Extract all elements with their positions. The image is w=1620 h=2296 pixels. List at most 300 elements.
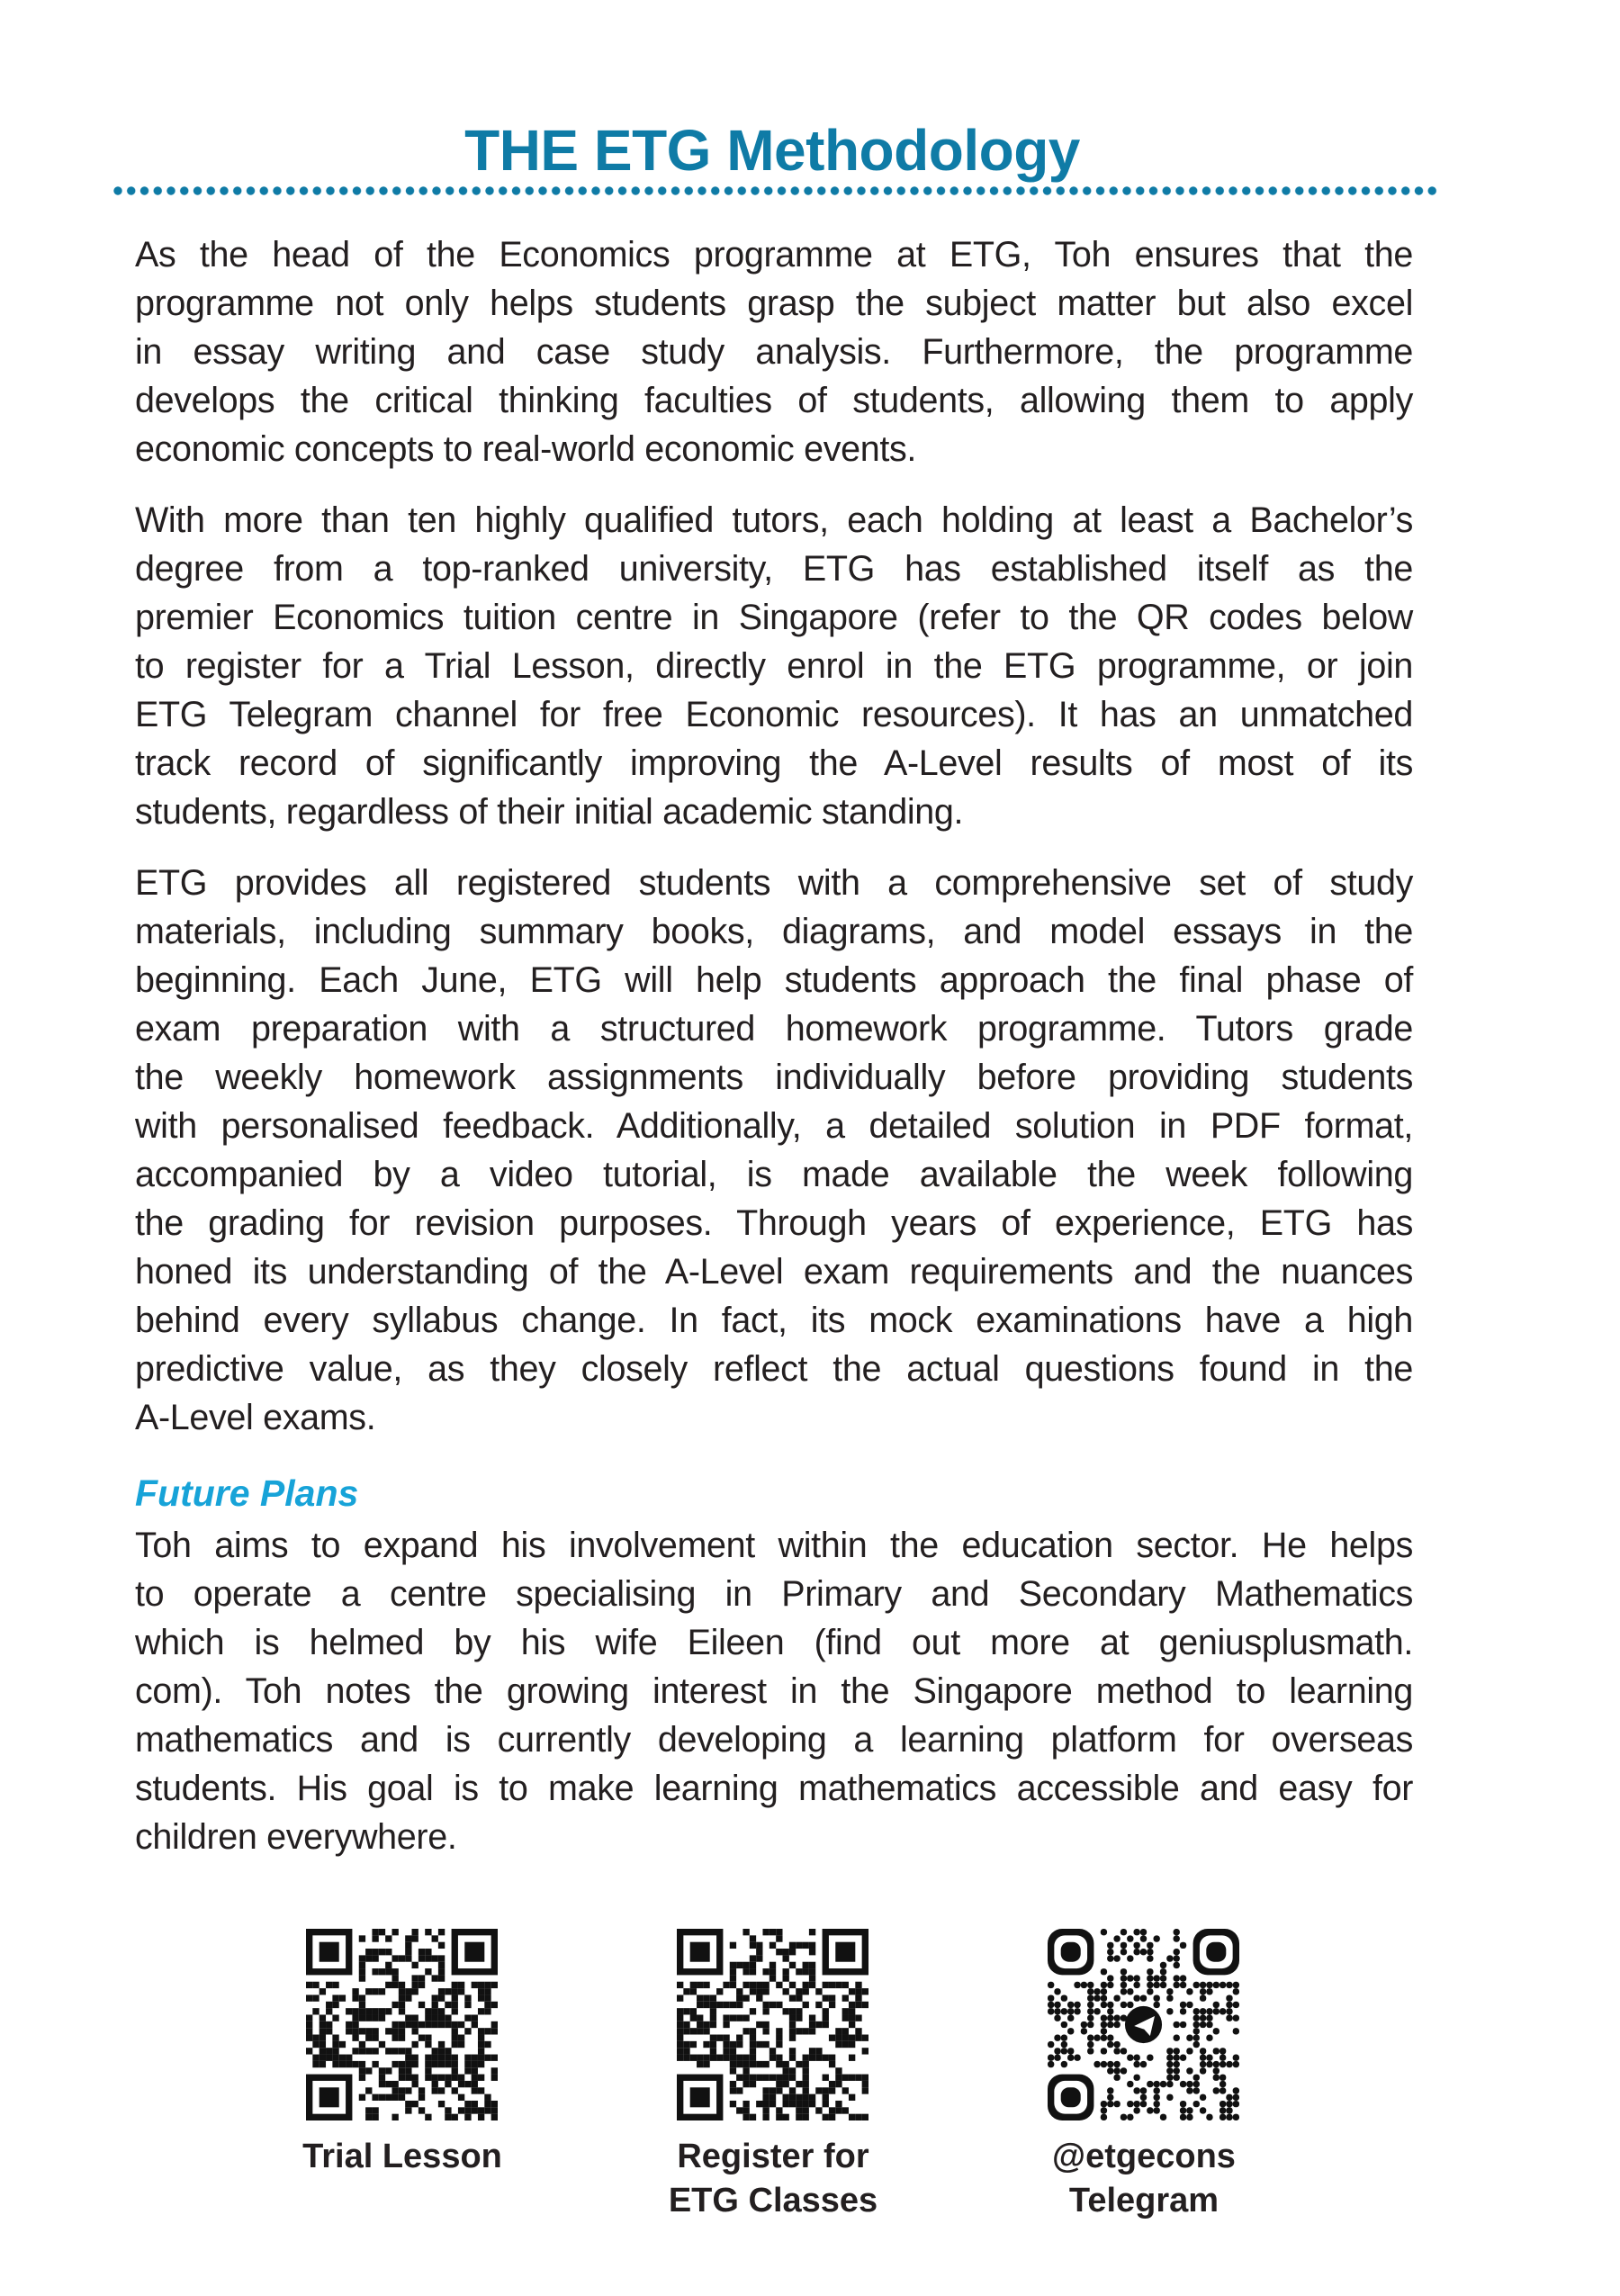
qr-module	[1133, 2055, 1139, 2061]
qr-module	[1054, 2008, 1060, 2014]
qr-module	[412, 2021, 418, 2028]
qr-module	[405, 2048, 411, 2054]
qr-module	[379, 1949, 385, 1955]
qr-module	[803, 2055, 809, 2061]
qr-module	[1101, 2107, 1107, 2113]
qr-module	[320, 2048, 326, 2054]
qr-module	[1186, 2081, 1192, 2087]
qr-finder-center	[690, 2087, 710, 2107]
qr-module	[690, 1988, 697, 1994]
qr-module	[399, 1994, 405, 2001]
qr-module	[464, 2002, 471, 2008]
qr-module	[1101, 1929, 1107, 1935]
qr-module	[1061, 2035, 1067, 2041]
qr-module	[789, 2101, 796, 2107]
text-line: Toh aims to expand his involvement within the education sector. He helps	[135, 1526, 1413, 1565]
qr-module	[849, 2021, 855, 2028]
qr-module	[379, 2041, 385, 2048]
qr-module	[1120, 1982, 1127, 1988]
qr-module	[1166, 1994, 1173, 2001]
qr-module	[730, 2041, 736, 2048]
qr-module	[418, 2035, 425, 2041]
qr-module	[1101, 2101, 1107, 2107]
qr-module	[1180, 1975, 1186, 1981]
qr-module	[1206, 1988, 1212, 1994]
qr-module	[1213, 2067, 1220, 2074]
qr-module	[1154, 2107, 1160, 2113]
qr-module	[1174, 1935, 1180, 1941]
qr-module	[1174, 2061, 1180, 2067]
qr-module	[359, 2075, 365, 2081]
qr-module	[742, 1929, 749, 1935]
qr-module	[385, 1982, 392, 1988]
qr-module	[392, 2035, 398, 2041]
qr-module	[697, 2021, 703, 2028]
qr-module	[1226, 2014, 1232, 2021]
qr-module	[796, 2094, 802, 2101]
qr-module	[392, 2048, 398, 2054]
qr-module	[789, 1942, 796, 1949]
qr-module	[842, 2028, 849, 2034]
qr-module	[677, 1994, 683, 2001]
qr-module	[472, 2055, 478, 2061]
qr-module	[385, 2028, 392, 2034]
qr-module	[1140, 1929, 1147, 1935]
qr-module	[1160, 1982, 1166, 1988]
qr-module	[803, 2114, 809, 2120]
qr-module	[750, 2075, 756, 2081]
qr-module	[1213, 2028, 1220, 2034]
qr-module	[742, 2075, 749, 2081]
qr-module	[1101, 2048, 1107, 2054]
qr-module	[312, 2055, 319, 2061]
qr-module	[445, 2075, 451, 2081]
qr-module	[697, 1982, 703, 1988]
qr-module	[1226, 2107, 1232, 2113]
qr-module	[842, 2041, 849, 2048]
qr-module	[849, 2094, 855, 2101]
paragraph	[135, 859, 1413, 1442]
qr-module	[452, 2002, 458, 2008]
qr-module	[1113, 2075, 1120, 2081]
qr-module	[399, 2002, 405, 2008]
qr-module	[770, 1962, 776, 1968]
qr-module	[1200, 2107, 1206, 2113]
qr-module	[1113, 1994, 1120, 2001]
qr-module	[1226, 2114, 1232, 2120]
qr-module	[1133, 1949, 1139, 1955]
qr-module	[1233, 2055, 1239, 2061]
qr-module	[762, 2061, 769, 2067]
qr-module	[789, 2055, 796, 2061]
text-line: ETG Telegram channel for free Economic resources). It has an unmatched	[135, 695, 1413, 734]
qr-module	[829, 1982, 835, 1988]
qr-module	[835, 2035, 842, 2041]
qr-module	[823, 2114, 829, 2120]
qr-module	[809, 1949, 815, 1955]
qr-module	[472, 2101, 478, 2107]
qr-module	[306, 2028, 312, 2034]
qr-module	[432, 2014, 438, 2021]
qr-module	[1133, 2107, 1139, 2113]
qr-module	[332, 2002, 338, 2008]
qr-module	[842, 2035, 849, 2041]
qr-module	[1213, 2061, 1220, 2067]
qr-module	[1140, 2101, 1147, 2107]
qr-module	[432, 1994, 438, 2001]
qr-module	[1233, 2014, 1239, 2021]
qr-module	[478, 1982, 484, 1988]
qr-module	[1200, 1994, 1206, 2001]
qr-module	[452, 2028, 458, 2034]
qr-module	[352, 1994, 358, 2001]
qr-module	[399, 2008, 405, 2014]
qr-module	[750, 2035, 756, 2041]
qr-module	[770, 2075, 776, 2081]
qr-module	[849, 2014, 855, 2021]
qr-module	[823, 2014, 829, 2021]
qr-module	[776, 2028, 782, 2034]
qr-module	[359, 2014, 365, 2021]
qr-module	[365, 1988, 372, 1994]
qr-module	[736, 1962, 742, 1968]
qr-module	[1101, 2061, 1107, 2067]
qr-module	[716, 1988, 723, 1994]
qr-module	[677, 2041, 683, 2048]
qr-module	[1074, 2055, 1080, 2061]
qr-finder-center	[690, 1942, 710, 1962]
qr-module	[1193, 2021, 1200, 2028]
qr-module	[1120, 2114, 1127, 2120]
qr-module	[789, 1994, 796, 2001]
qr-module	[756, 1982, 762, 1988]
qr-module	[1166, 2048, 1173, 2054]
qr-module	[418, 2087, 425, 2093]
text-line: economic concepts to real-world economic events.	[135, 429, 916, 469]
qr-module	[742, 2055, 749, 2061]
qr-module	[796, 1942, 802, 1949]
qr-module	[815, 2021, 822, 2028]
qr-module	[491, 1982, 498, 1988]
qr-module	[484, 2002, 490, 2008]
paragraph	[135, 496, 1413, 836]
qr-module	[776, 1935, 782, 1941]
qr-module	[1113, 2021, 1120, 2028]
qr-code-trial-lesson[interactable]	[306, 1929, 498, 2120]
qr-module	[1220, 2081, 1226, 2087]
qr-module	[346, 2061, 352, 2067]
qr-module	[418, 2002, 425, 2008]
qr-finder-center	[320, 1942, 339, 1962]
qr-module	[412, 2028, 418, 2034]
qr-module	[392, 2094, 398, 2101]
qr-module	[742, 2028, 749, 2034]
qr-module	[750, 1988, 756, 1994]
qr-module	[1061, 1994, 1067, 2001]
qr-module	[332, 2055, 338, 2061]
qr-module	[756, 2021, 762, 2028]
qr-module	[365, 2087, 372, 2093]
qr-module	[1147, 2107, 1153, 2113]
qr-module	[809, 2094, 815, 2101]
qr-module	[842, 2075, 849, 2081]
qr-code-register[interactable]	[677, 1929, 868, 2120]
qr-module	[484, 2041, 490, 2048]
qr-label-line: @etgecons	[1052, 2138, 1236, 2175]
qr-module	[458, 1988, 464, 1994]
qr-module	[690, 2028, 697, 2034]
qr-module	[412, 2041, 418, 2048]
qr-module	[1054, 2035, 1060, 2041]
qr-module	[750, 2055, 756, 2061]
qr-module	[438, 2008, 445, 2014]
qr-module	[703, 2041, 709, 2048]
qr-module	[842, 2014, 849, 2021]
qr-module	[1120, 2067, 1127, 2074]
qr-module	[1120, 1988, 1127, 1994]
qr-module	[432, 2048, 438, 2054]
qr-module	[1094, 1988, 1100, 1994]
qr-module	[438, 2061, 445, 2067]
qr-module	[379, 2075, 385, 2081]
qr-module	[796, 2081, 802, 2087]
qr-module	[438, 1968, 445, 1975]
qr-module	[855, 2075, 861, 2081]
qr-module	[372, 1935, 378, 1941]
qr-module	[723, 2002, 729, 2008]
qr-module	[478, 1988, 484, 1994]
qr-module	[677, 1982, 683, 1988]
qr-module	[803, 1942, 809, 1949]
qr-module	[432, 2061, 438, 2067]
qr-module	[855, 2014, 861, 2021]
qr-module	[332, 2048, 338, 2054]
qr-module	[1220, 2087, 1226, 2093]
qr-module	[392, 2114, 398, 2120]
qr-module	[1213, 1982, 1220, 1988]
qr-module	[1113, 2067, 1120, 2074]
qr-module	[484, 2008, 490, 2014]
qr-module	[399, 1982, 405, 1988]
qr-module	[1200, 2055, 1206, 2061]
qr-module	[320, 2055, 326, 2061]
qr-module	[803, 1988, 809, 1994]
qr-module	[412, 1988, 418, 1994]
qr-module	[750, 1955, 756, 1961]
qr-finder-center	[1061, 1942, 1081, 1962]
qr-module	[359, 2048, 365, 2054]
qr-module	[464, 2067, 471, 2074]
qr-module	[742, 1968, 749, 1975]
qr-module	[464, 2101, 471, 2107]
qr-module	[683, 2028, 689, 2034]
qr-module	[432, 1975, 438, 1981]
text-line: develops the critical thinking faculties of students, allowing them to apply	[135, 381, 1413, 420]
qr-module	[730, 2087, 736, 2093]
qr-module	[1226, 2008, 1232, 2014]
qr-module	[478, 2061, 484, 2067]
qr-module	[730, 2014, 736, 2021]
qr-module	[815, 1988, 822, 1994]
qr-module	[399, 1988, 405, 1994]
qr-module	[372, 1968, 378, 1975]
qr-label-trial-lesson	[258, 2135, 546, 2179]
qr-module	[750, 2028, 756, 2034]
qr-module	[478, 2048, 484, 2054]
qr-module	[683, 2008, 689, 2014]
qr-module	[458, 2035, 464, 2041]
qr-module	[683, 1988, 689, 1994]
qr-module	[425, 2014, 431, 2021]
qr-module	[842, 2087, 849, 2093]
qr-code-telegram[interactable]	[1048, 1929, 1239, 2120]
qr-module	[1101, 2028, 1107, 2034]
qr-module	[710, 2035, 716, 2041]
qr-module	[425, 2055, 431, 2061]
qr-module	[312, 1994, 319, 2001]
qr-module	[399, 2061, 405, 2067]
qr-module	[1180, 2055, 1186, 2061]
qr-module	[385, 2048, 392, 2054]
qr-module	[823, 2075, 829, 2081]
qr-finder-center	[1061, 2087, 1081, 2107]
qr-module	[690, 2055, 697, 2061]
qr-module	[1048, 2055, 1054, 2061]
qr-module	[1174, 1949, 1180, 1955]
qr-module	[1200, 2021, 1206, 2028]
qr-module	[312, 2041, 319, 2048]
qr-module	[750, 1968, 756, 1975]
text-line: to operate a centre specialising in Primary and Secondary Mathematics	[135, 1574, 1413, 1614]
qr-module	[703, 2021, 709, 2028]
qr-module	[359, 2028, 365, 2034]
qr-module	[677, 2055, 683, 2061]
qr-module	[359, 1975, 365, 1981]
qr-module	[1180, 2002, 1186, 2008]
qr-module	[730, 1982, 736, 1988]
qr-module	[1213, 2087, 1220, 2093]
qr-module	[783, 2075, 789, 2081]
qr-module	[392, 2021, 398, 2028]
text-line: students, regardless of their initial academic standing.	[135, 792, 964, 832]
qr-module	[1200, 2067, 1206, 2074]
future-plans-paragraph	[135, 1521, 1413, 1861]
qr-module	[399, 2094, 405, 2101]
text-line: with personalised feedback. Additionally, a detailed solution in PDF format,	[135, 1106, 1413, 1146]
qr-module	[776, 2107, 782, 2113]
qr-module	[352, 1988, 358, 1994]
qr-module	[491, 2075, 498, 2081]
qr-module	[855, 1988, 861, 1994]
qr-module	[1180, 2114, 1186, 2120]
qr-module	[1193, 2008, 1200, 2014]
qr-module	[770, 1968, 776, 1975]
qr-module	[392, 2061, 398, 2067]
qr-module	[1220, 2048, 1226, 2054]
qr-module	[1174, 2075, 1180, 2081]
qr-module	[359, 2002, 365, 2008]
qr-module	[796, 2101, 802, 2107]
qr-module	[750, 2114, 756, 2120]
qr-module	[339, 2041, 346, 2048]
qr-module	[690, 2014, 697, 2021]
qr-module	[703, 2002, 709, 2008]
qr-module	[1061, 2008, 1067, 2014]
qr-module	[1166, 1988, 1173, 1994]
qr-module	[736, 1988, 742, 1994]
qr-module	[1193, 2014, 1200, 2021]
qr-module	[432, 2021, 438, 2028]
qr-module	[1147, 2055, 1153, 2061]
qr-module	[385, 2081, 392, 2087]
qr-module	[1174, 2048, 1180, 2054]
qr-module	[365, 1949, 372, 1955]
qr-module	[1220, 2008, 1226, 2014]
qr-module	[783, 1988, 789, 1994]
qr-module	[815, 2087, 822, 2093]
qr-module	[1180, 2081, 1186, 2087]
qr-module	[438, 2075, 445, 2081]
qr-module	[1186, 1988, 1192, 1994]
qr-module	[491, 2028, 498, 2034]
qr-module	[1180, 2101, 1186, 2107]
qr-module	[770, 2048, 776, 2054]
qr-module	[412, 2075, 418, 2081]
qr-module	[432, 2008, 438, 2014]
qr-module	[1107, 2035, 1113, 2041]
qr-module	[1180, 2021, 1186, 2028]
qr-module	[438, 1955, 445, 1961]
qr-module	[1081, 2028, 1087, 2034]
qr-module	[352, 2008, 358, 2014]
qr-module	[491, 2055, 498, 2061]
qr-module	[742, 2061, 749, 2067]
qr-module	[829, 2002, 835, 2008]
qr-module	[438, 1942, 445, 1949]
qr-module	[1186, 2035, 1192, 2041]
qr-module	[1094, 2008, 1100, 2014]
qr-module	[1174, 2055, 1180, 2061]
qr-module	[742, 1962, 749, 1968]
qr-module	[1200, 2061, 1206, 2067]
qr-module	[326, 2002, 332, 2008]
qr-module	[796, 2107, 802, 2113]
qr-module	[1193, 2028, 1200, 2034]
qr-module	[815, 2002, 822, 2008]
qr-module	[392, 1955, 398, 1961]
qr-module	[312, 2008, 319, 2014]
qr-module	[352, 2048, 358, 2054]
qr-module	[742, 1982, 749, 1988]
qr-module	[1087, 2008, 1094, 2014]
text-line: to register for a Trial Lesson, directly enrol in the ETG programme, or join	[135, 646, 1413, 686]
qr-module	[1206, 2014, 1212, 2021]
qr-module	[742, 2081, 749, 2087]
qr-module	[862, 1988, 868, 1994]
qr-module	[677, 2014, 683, 2021]
qr-module	[1233, 2061, 1239, 2067]
qr-module	[789, 2014, 796, 2021]
qr-module	[736, 2087, 742, 2093]
qr-module	[399, 2021, 405, 2028]
qr-module	[756, 2061, 762, 2067]
qr-module	[1213, 2008, 1220, 2014]
qr-module	[1174, 1955, 1180, 1961]
qr-module	[809, 1929, 815, 1935]
qr-module	[1147, 1982, 1153, 1988]
qr-module	[438, 2055, 445, 2061]
qr-module	[458, 2021, 464, 2028]
